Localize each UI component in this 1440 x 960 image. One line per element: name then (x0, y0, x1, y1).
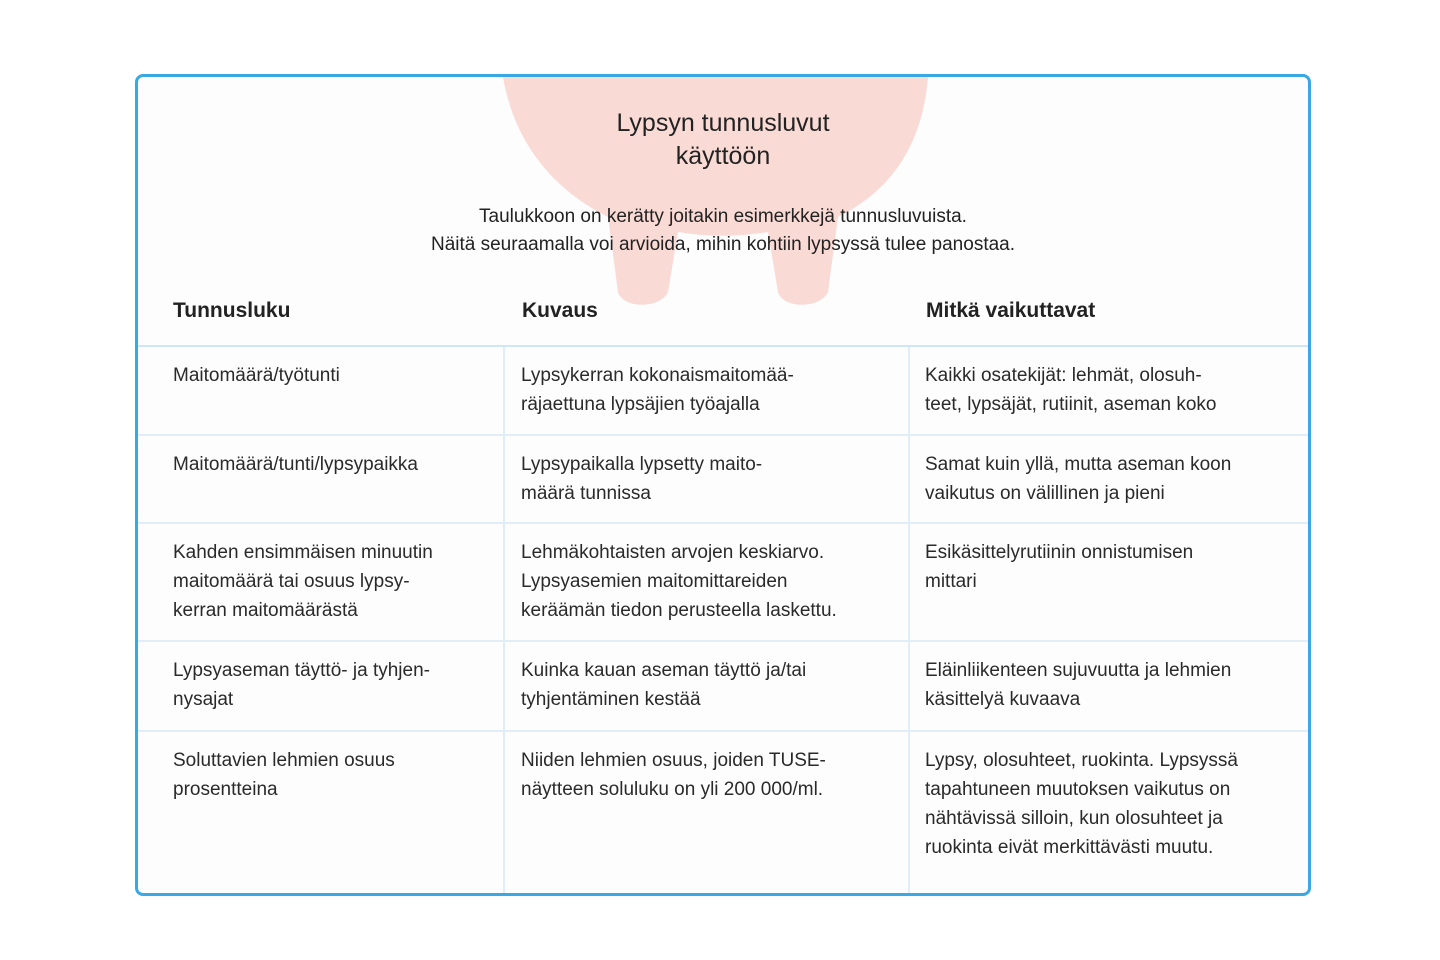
cell-kuvaus: Lypsykerran kokonaismaitomää- räjaettuna lypsäjien työajalla (505, 347, 910, 434)
header-tunnusluku: Tunnusluku (173, 299, 291, 322)
header-kuvaus: Kuvaus (522, 299, 598, 322)
header-vaikuttavat: Mitkä vaikuttavat (926, 299, 1096, 322)
table-row (138, 347, 1308, 436)
cell-vaikuttavat: Esikäsittelyrutiinin onnistumisen mittari (925, 542, 1194, 592)
cell-tunnusluku: Maitomäärä/työtunti (138, 347, 505, 434)
cell-tunnusluku: Soluttavien lehmien osuus prosentteina (138, 732, 505, 896)
cell-vaikuttavat: Lypsy, olosuhteet, ruokinta. Lypsyssä tapahtuneen muutoksen vaikutus on nähtävissä silloin, kun olosuhteet ja ruokinta eivät merkittävästi muutu. (925, 750, 1238, 858)
intro-text (138, 203, 1308, 259)
table-header (138, 299, 1308, 345)
table-row (138, 524, 1308, 642)
cell-kuvaus: Niiden lehmien osuus, joiden TUSE- näytteen soluluku on yli 200 000/ml. (505, 732, 910, 896)
table-body (138, 345, 1308, 893)
cell-kuvaus: Lypsypaikalla lypsetty maito- määrä tunnissa (505, 436, 910, 522)
intro-line-2: Näitä seuraamalla voi arvioida, mihin kohtiin lypsyssä tulee panostaa. (430, 234, 1016, 255)
table-row (138, 732, 1308, 896)
cell-tunnusluku: Lypsyaseman täyttö- ja tyhjen- nysajat (138, 642, 505, 730)
cell-vaikuttavat: Eläinliikenteen sujuvuutta ja lehmien käsittelyä kuvaava (925, 660, 1232, 710)
title-line-2: käyttöön (675, 142, 771, 170)
title-line-1: Lypsyn tunnusluvut (616, 109, 830, 137)
info-card (135, 74, 1311, 896)
cell-tunnusluku: Kahden ensimmäisen minuutin maitomäärä tai osuus lypsy- kerran maitomäärästä (138, 524, 505, 640)
page-title (138, 107, 1308, 173)
intro-line-1: Taulukkoon on kerätty joitakin esimerkkejä tunnusluvuista. (479, 206, 967, 227)
table-row (138, 436, 1308, 524)
cell-vaikuttavat: Kaikki osatekijät: lehmät, olosuh- teet, lypsäjät, rutiinit, aseman koko (925, 365, 1217, 415)
cell-kuvaus: Kuinka kauan aseman täyttö ja/tai tyhjentäminen kestää (505, 642, 910, 730)
cell-vaikuttavat: Samat kuin yllä, mutta aseman koon vaikutus on välillinen ja pieni (925, 454, 1232, 504)
cell-kuvaus: Lehmäkohtaisten arvojen keskiarvo. Lypsyasemien maitomittareiden keräämän tiedon perusteella laskettu. (505, 524, 910, 640)
table-row (138, 642, 1308, 732)
cell-tunnusluku: Maitomäärä/tunti/lypsypaikka (138, 436, 505, 522)
